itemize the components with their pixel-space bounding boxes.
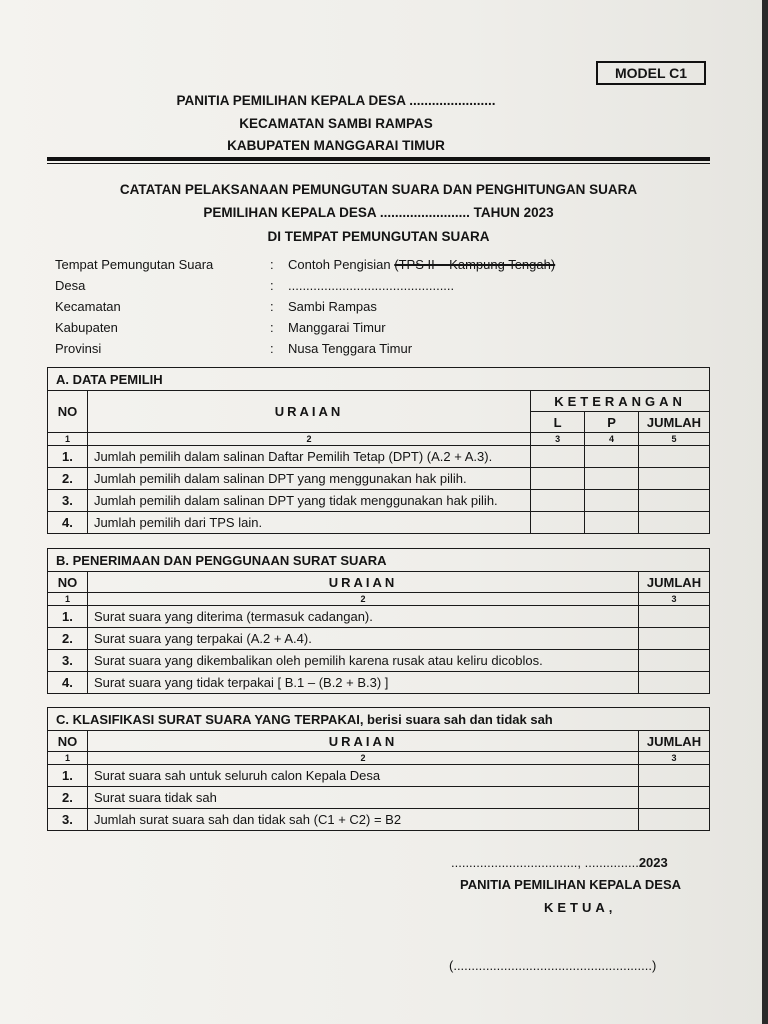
col-uraian-header: URAIAN <box>87 572 638 593</box>
table-row <box>48 765 710 787</box>
col-uraian-header: URAIAN <box>87 731 638 752</box>
row-description: Surat suara yang tidak terpakai [ B.1 – (B.2 + B.3) ] <box>87 672 638 694</box>
signature-committee: PANITIA PEMILIHAN KEPALA DESA <box>460 877 682 892</box>
info-row-provinsi <box>55 341 655 362</box>
input-cell-jumlah[interactable] <box>639 490 710 512</box>
col-no-header: NO <box>48 731 88 752</box>
info-colon: : <box>270 257 274 272</box>
table-row <box>48 512 710 534</box>
col-no-header: NO <box>48 572 88 593</box>
row-number: 3. <box>48 650 88 672</box>
struck-text: (TPS II – Kampung Tengah) <box>394 257 556 272</box>
col-uraian-header: URAIAN <box>87 391 530 433</box>
input-cell-jumlah[interactable] <box>639 672 710 694</box>
committee-heading: PANITIA PEMILIHAN KEPALA DESA ....................... <box>176 93 496 108</box>
district-heading: KECAMATAN SAMBI RAMPAS <box>239 116 433 131</box>
row-description: Jumlah pemilih dalam salinan Daftar Pemilih Tetap (DPT) (A.2 + A.3). <box>87 446 530 468</box>
input-cell-p[interactable] <box>585 446 639 468</box>
input-cell-jumlah[interactable] <box>639 787 710 809</box>
input-cell-jumlah[interactable] <box>639 628 710 650</box>
col-index: 2 <box>87 433 530 446</box>
input-cell-l[interactable] <box>531 490 585 512</box>
table-row <box>48 672 710 694</box>
date-placeholder: ..................................., ............... <box>451 855 639 870</box>
col-jumlah-header: JUMLAH <box>639 572 710 593</box>
row-number: 1. <box>48 765 88 787</box>
info-value: Nusa Tenggara Timur <box>288 341 413 356</box>
row-description: Surat suara yang diterima (termasuk cadangan). <box>87 606 638 628</box>
row-number: 2. <box>48 787 88 809</box>
row-description: Surat suara yang terpakai (A.2 + A.4). <box>87 628 638 650</box>
input-cell-jumlah[interactable] <box>639 468 710 490</box>
col-index: 5 <box>639 433 710 446</box>
info-row-kabupaten <box>55 320 655 341</box>
row-number: 1. <box>48 446 88 468</box>
col-index: 3 <box>639 752 710 765</box>
info-value-text: Contoh Pengisian <box>288 257 391 272</box>
input-cell-p[interactable] <box>585 512 639 534</box>
info-row-desa <box>55 278 655 299</box>
info-colon: : <box>270 278 274 293</box>
input-cell-jumlah[interactable] <box>639 650 710 672</box>
row-description: Surat suara yang dikembalikan oleh pemilih karena rusak atau keliru dicoblos. <box>87 650 638 672</box>
document-title-line1: CATATAN PELAKSANAAN PEMUNGUTAN SUARA DAN PENGHITUNGAN SUARA <box>119 182 638 197</box>
table-row <box>48 606 710 628</box>
table-row <box>48 468 710 490</box>
input-cell-jumlah[interactable] <box>639 512 710 534</box>
col-index: 1 <box>48 752 88 765</box>
input-cell-jumlah[interactable] <box>639 606 710 628</box>
input-cell-l[interactable] <box>531 512 585 534</box>
document-title-line3: DI TEMPAT PEMUNGUTAN SUARA <box>267 229 490 244</box>
table-data-pemilih <box>47 367 710 534</box>
row-number: 3. <box>48 809 88 831</box>
col-index: 3 <box>639 593 710 606</box>
col-index: 2 <box>87 593 638 606</box>
regency-heading: KABUPATEN MANGGARAI TIMUR <box>227 138 445 153</box>
location-info <box>55 257 655 362</box>
scan-edge <box>762 0 768 1024</box>
info-label: Desa <box>55 278 86 293</box>
info-label: Kabupaten <box>55 320 118 335</box>
section-c-title: C. KLASIFIKASI SURAT SUARA YANG TERPAKAI, berisi suara sah dan tidak sah <box>48 708 710 731</box>
col-keterangan-header: KETERANGAN <box>531 391 710 412</box>
info-value: .............................................. <box>288 278 455 293</box>
info-label: Kecamatan <box>55 299 121 314</box>
row-description: Jumlah surat suara sah dan tidak sah (C1 + C2) = B2 <box>87 809 638 831</box>
input-cell-jumlah[interactable] <box>639 446 710 468</box>
col-l-header: L <box>531 412 585 433</box>
row-description: Jumlah pemilih dari TPS lain. <box>87 512 530 534</box>
input-cell-p[interactable] <box>585 468 639 490</box>
input-cell-jumlah[interactable] <box>639 809 710 831</box>
col-index: 3 <box>531 433 585 446</box>
info-value <box>288 257 555 272</box>
col-index: 4 <box>585 433 639 446</box>
col-no-header: NO <box>48 391 88 433</box>
col-jumlah-header: JUMLAH <box>639 412 710 433</box>
row-number: 4. <box>48 512 88 534</box>
table-klasifikasi <box>47 707 710 831</box>
col-p-header: P <box>585 412 639 433</box>
input-cell-l[interactable] <box>531 446 585 468</box>
row-description: Surat suara tidak sah <box>87 787 638 809</box>
table-surat-suara <box>47 548 710 694</box>
row-description: Jumlah pemilih dalam salinan DPT yang menggunakan hak pilih. <box>87 468 530 490</box>
header-divider-thin <box>47 163 710 164</box>
info-colon: : <box>270 299 274 314</box>
signature-role: KETUA, <box>544 900 617 915</box>
input-cell-jumlah[interactable] <box>639 765 710 787</box>
signature-date <box>451 855 668 870</box>
info-colon: : <box>270 320 274 335</box>
date-year: 2023 <box>638 855 668 870</box>
table-row <box>48 490 710 512</box>
info-label: Provinsi <box>55 341 102 356</box>
table-row <box>48 628 710 650</box>
row-number: 2. <box>48 468 88 490</box>
col-jumlah-header: JUMLAH <box>639 731 710 752</box>
col-index: 2 <box>87 752 638 765</box>
section-a-title: A. DATA PEMILIH <box>48 368 710 391</box>
info-value: Sambi Rampas <box>288 299 377 314</box>
row-number: 3. <box>48 490 88 512</box>
info-value: Manggarai Timur <box>288 320 386 335</box>
col-index: 1 <box>48 433 88 446</box>
info-colon: : <box>270 341 274 356</box>
info-label: Tempat Pemungutan Suara <box>55 257 214 272</box>
table-row <box>48 787 710 809</box>
document-title-line2: PEMILIHAN KEPALA DESA ........................ TAHUN 2023 <box>203 205 554 220</box>
row-description: Surat suara sah untuk seluruh calon Kepala Desa <box>87 765 638 787</box>
input-cell-p[interactable] <box>585 490 639 512</box>
header-divider <box>47 157 710 161</box>
row-number: 2. <box>48 628 88 650</box>
signature-name-line: (.......................................................) <box>449 958 657 973</box>
col-index: 1 <box>48 593 88 606</box>
model-label: MODEL C1 <box>596 61 706 85</box>
table-row <box>48 650 710 672</box>
row-description: Jumlah pemilih dalam salinan DPT yang tidak menggunakan hak pilih. <box>87 490 530 512</box>
info-row-kecamatan <box>55 299 655 320</box>
info-row-tps <box>55 257 655 278</box>
row-number: 4. <box>48 672 88 694</box>
table-row <box>48 809 710 831</box>
row-number: 1. <box>48 606 88 628</box>
input-cell-l[interactable] <box>531 468 585 490</box>
table-row <box>48 446 710 468</box>
section-b-title: B. PENERIMAAN DAN PENGGUNAAN SURAT SUARA <box>48 549 710 572</box>
